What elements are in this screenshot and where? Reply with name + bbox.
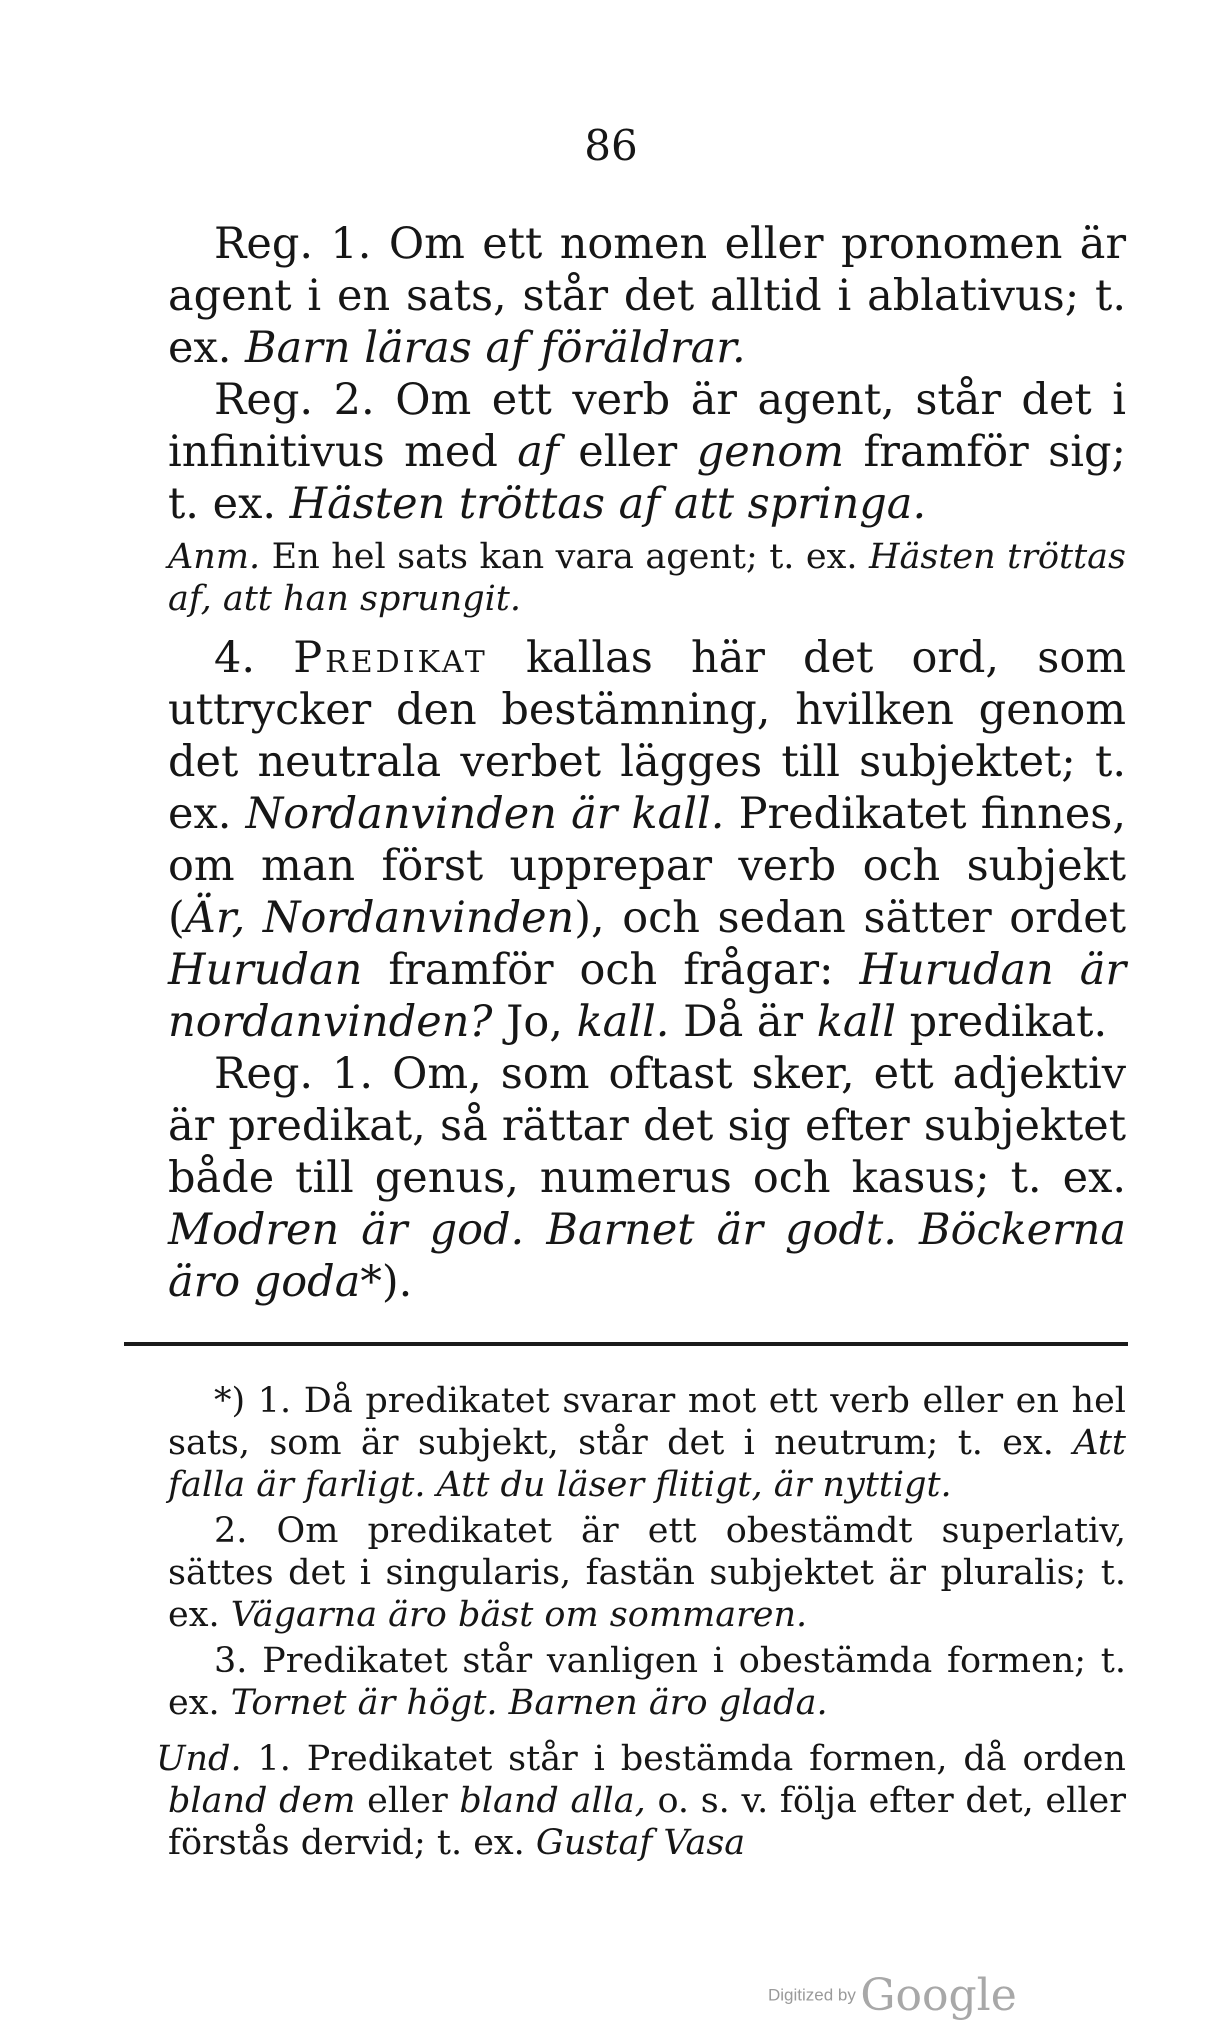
footnote-1: *) 1. Då predikatet svarar mot ett verb eller en hel sats, som är subjekt, står det i neutrum; t. ex. Att falla är farligt. Att du läser flitigt, är nyttigt. <box>168 1381 1126 1505</box>
term-predikat: Predikat <box>293 633 488 683</box>
page-number: 86 <box>584 121 638 170</box>
rule-1-example: Barn läras af föräldrar. <box>245 323 746 373</box>
footnote-2: 2. Om predikatet är ett obestämdt superlativ, sättes det i singularis, fastän subjektet är pluralis; t. ex. Vägarna äro bäst om sommaren. <box>168 1511 1126 1635</box>
remark-example: Hästen tröttas af, att han sprungit. <box>168 537 1126 619</box>
footnote-3: 3. Predikatet står vanligen i obestämda formen; t. ex. Tornet är högt. Barnen äro glada. <box>168 1641 1126 1723</box>
rule-1-paragraph: Reg. 1. Om ett nomen eller pronomen är agent i en sats, står det alltid i ablativus; t. ex. Barn läras af föräldrar. <box>168 219 1126 373</box>
digitized-label: Digitized by <box>768 1985 856 2005</box>
digitized-watermark <box>768 1970 1017 2021</box>
main-text <box>168 218 1126 1308</box>
footnote-divider <box>124 1342 1128 1346</box>
footnotes <box>156 1380 1126 1864</box>
rule-1-lead: Reg. 1. <box>214 219 372 269</box>
rule-2-paragraph: Reg. 2. Om ett verb är agent, står det i infinitivus med af eller genom framför sig; t. ex. Hästen tröttas af att springa. <box>168 375 1127 529</box>
remark-lead: Anm. <box>168 537 261 577</box>
rule-1b-lead: Reg. 1. <box>214 1049 374 1099</box>
footnote-marker: *). <box>360 1257 413 1307</box>
section-number: 4. <box>214 633 256 683</box>
remark-paragraph: Anm. En hel sats kan vara agent; t. ex. Hästen tröttas af, att han sprungit. <box>168 537 1126 619</box>
exception-paragraph: Und. 1. Predikatet står i bestämda formen, då orden bland dem eller bland alla, o. s. v. följa efter det, eller förstås dervid; t. ex. Gustaf Vasa <box>156 1739 1126 1863</box>
section-4-paragraph: 4. Predikat kallas här det ord, som uttrycker den bestämning, hvilken genom det neutrala verbet lägges till subjektet; t. ex. Nordanvinden är kall. Predikatet finnes, om man först upprepar verb och subjekt (Är, Nordanvinden), och sedan sätter ordet Hurudan framför och frågar: Hurudan är nordanvinden? Jo, kall. Då är kall predikat. <box>168 633 1126 1047</box>
rule-2-example: Hästen tröttas af att springa. <box>289 479 927 529</box>
google-logo: Google <box>860 1970 1017 2021</box>
rule-2-lead: Reg. 2. <box>214 375 375 425</box>
rule-1b-paragraph: Reg. 1. Om, som oftast sker, ett adjektiv är predikat, så rättar det sig efter subjektet både till genus, numerus och kasus; t. ex. Modren är god. Barnet är godt. Böckerna äro goda*). <box>168 1049 1127 1307</box>
